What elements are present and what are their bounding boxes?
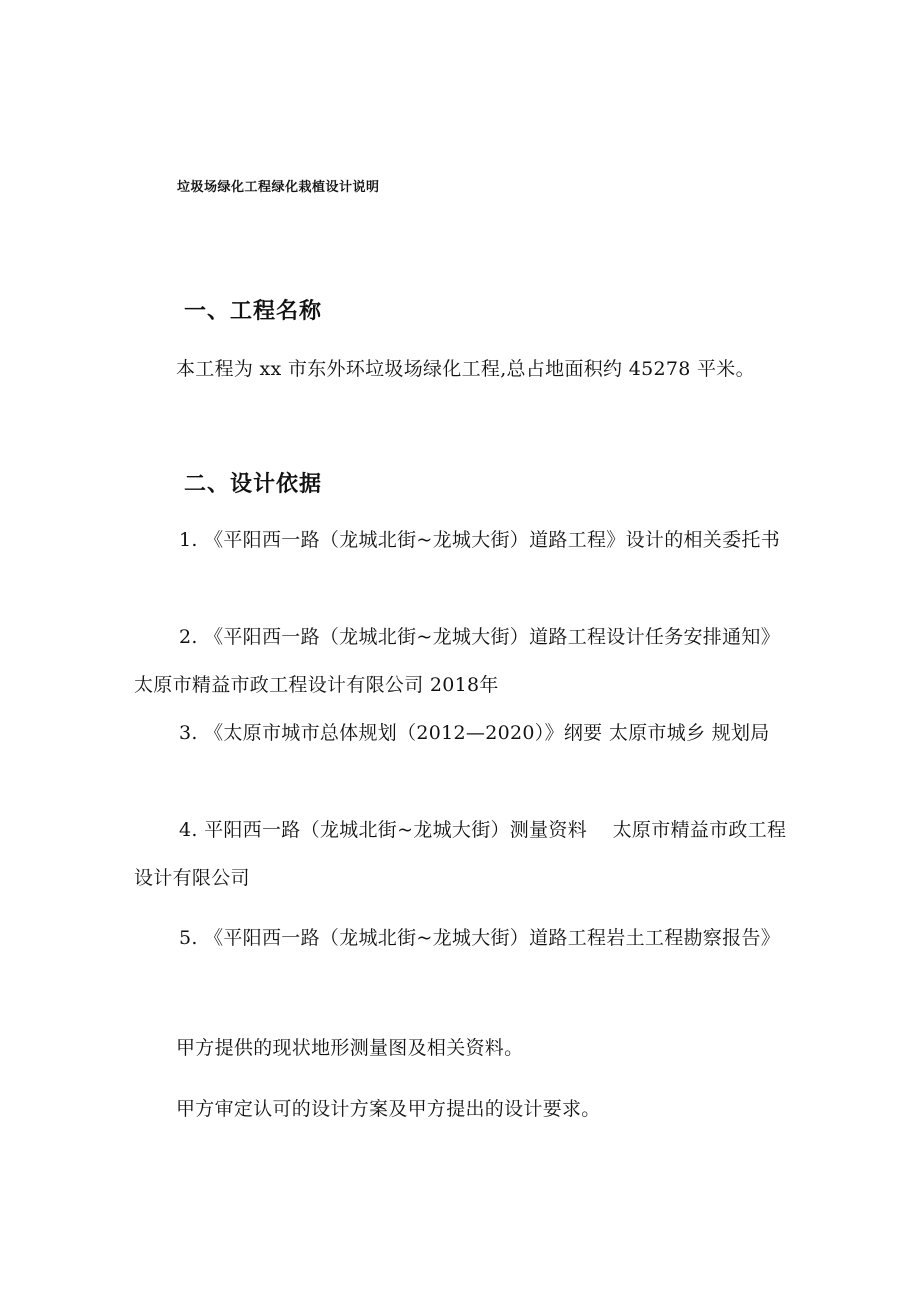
basis-extra-1-text: 甲方提供的现状地形测量图及相关资料。 [176, 1037, 524, 1059]
basis-extra-1 [134, 1024, 794, 1072]
basis-extra-2 [134, 1085, 794, 1133]
basis-item-4 [134, 806, 794, 902]
basis-item-2-text: 2. 《平阳西一路（龙城北街~龙城大街）道路工程设计任务安排通知》 太原市精益市政工程设计有限公司 2018年 [134, 626, 787, 696]
basis-item-3 [134, 709, 794, 757]
basis-item-2 [134, 613, 794, 709]
basis-item-1 [134, 516, 794, 564]
section-heading-project-name: 一、工程名称 [184, 299, 323, 324]
project-name-text: 本工程为 xx 市东外环垃圾场绿化工程,总占地面积约 45278 平米。 [176, 358, 755, 380]
basis-item-4-text: 4. 平阳西一路（龙城北街~龙城大街）测量资料 太原市精益市政工程设计有限公司 [134, 819, 787, 889]
basis-extra-2-text: 甲方审定认可的设计方案及甲方提出的设计要求。 [176, 1098, 601, 1120]
basis-item-1-text: 1. 《平阳西一路（龙城北街~龙城大街）道路工程》设计的相关委托书 [179, 529, 780, 551]
project-name-paragraph [134, 345, 794, 393]
basis-item-5 [134, 914, 794, 962]
basis-item-5-text: 5. 《平阳西一路（龙城北街~龙城大街）道路工程岩土工程勘察报告》 [179, 927, 780, 949]
section-heading-design-basis: 二、设计依据 [184, 472, 323, 497]
basis-item-3-text: 3. 《太原市城市总体规划（2012—2020）》纲要 太原市城乡 规划局 [179, 722, 770, 744]
document-title: 垃圾场绿化工程绿化栽植设计说明 [177, 180, 380, 195]
